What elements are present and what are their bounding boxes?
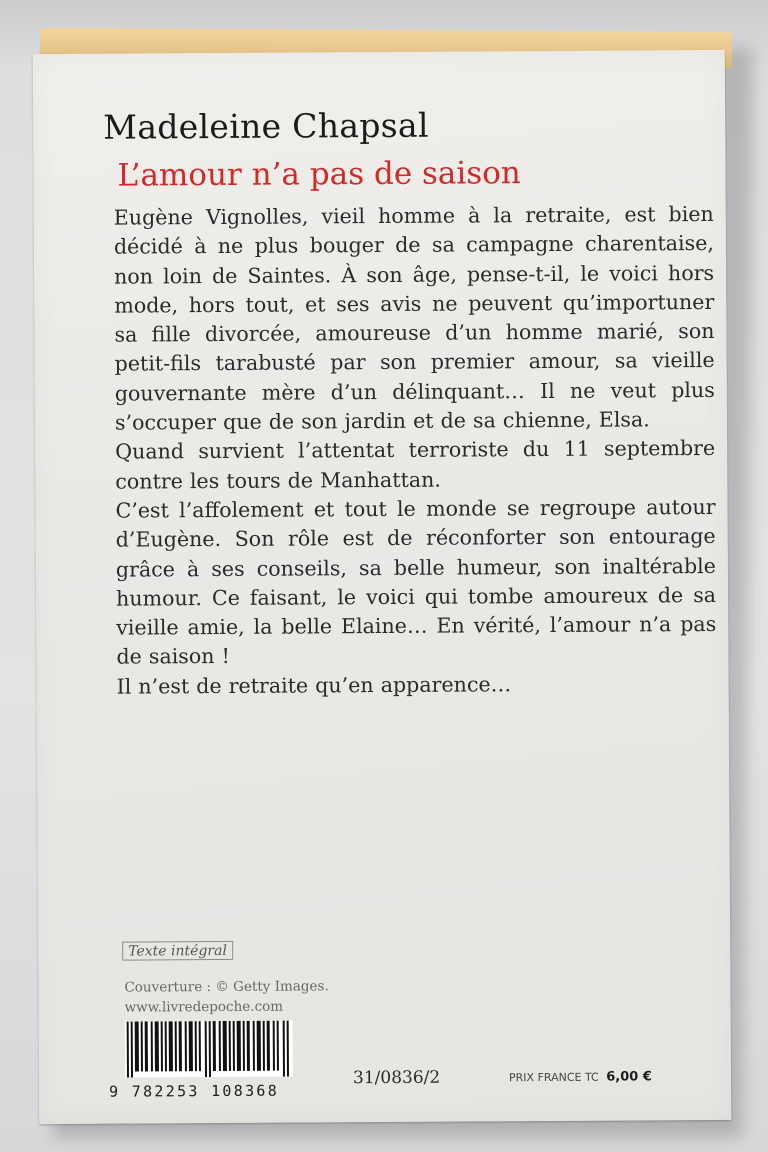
blurb-text [114, 200, 717, 702]
blurb-paragraph: Quand survient l’attentat terroriste du 11 septembre contre les tours de Manhattan. [115, 436, 716, 494]
barcode-block [109, 1020, 309, 1100]
catalog-code: 31/0836/2 [352, 1067, 441, 1089]
barcode-icon [125, 1021, 293, 1078]
blurb-paragraph: C’est l’affolement et tout le monde se regroupe autour d’Eugène. Son rôle est de réconforter son entourage grâce à ses conseils, sa belle humeur, son inaltérable humour. Ce faisant, le voici qui tombe amoureux de sa vieille amie, la belle Elaine… En vérité, l’amour n’a pas de saison ! [115, 494, 717, 670]
cover-credit: Couverture : © Getty Images. [124, 978, 329, 996]
price-block [509, 1069, 652, 1085]
price-value: 6,00 € [606, 1069, 652, 1085]
blurb-paragraph: Il n’est de retraite qu’en apparence… [116, 671, 512, 699]
edition-label: Texte intégral [122, 941, 233, 961]
author-name: Madeleine Chapsal [103, 105, 429, 147]
price-label: PRIX FRANCE TC [508, 1070, 599, 1085]
website-text: www.livredepoche.com [124, 998, 284, 1016]
blurb-paragraph: Eugène Vignolles, vieil homme à la retraite, est bien décidé à ne plus bouger de sa campagne charentaise, non loin de Saintes. À son âge, pense-t-il, le voici hors mode, hors tout, et ses avis ne peuvent qu’importuner sa fille divorcée, amoureuse d’un homme marié, son petit-fils tarabusté par son premier amour, sa vieille gouvernante mère d’un délinquant… Il ne veut plus s’occuper que de son jardin et de sa chienne, Elsa. [113, 201, 715, 435]
isbn-number: 9 782253 108368 [109, 1081, 280, 1101]
book-title: L’amour n’a pas de saison [117, 155, 521, 194]
credits-block [124, 976, 329, 1017]
book-back-cover [33, 50, 732, 1124]
